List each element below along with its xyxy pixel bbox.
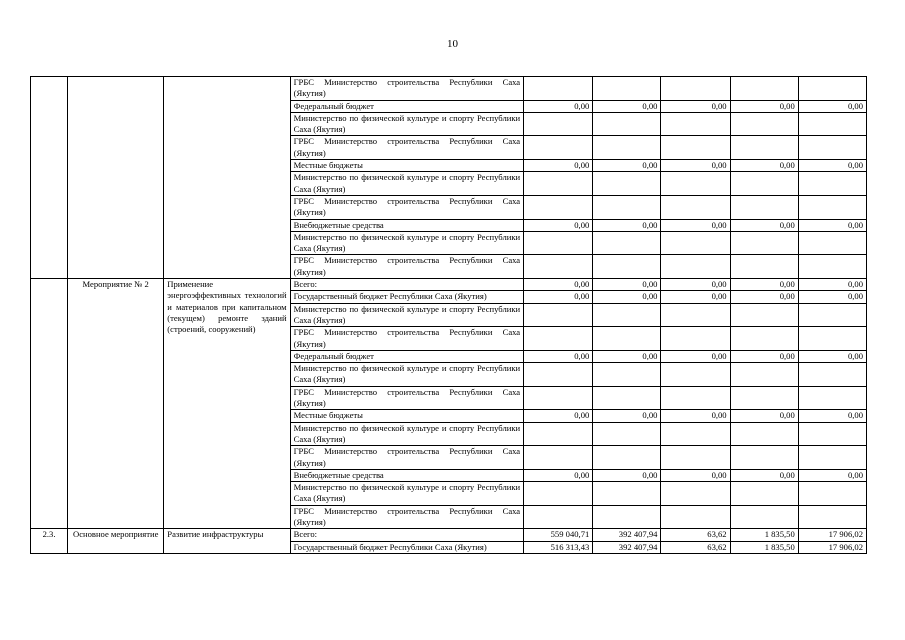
amount-cell	[661, 303, 730, 327]
funding-source: Государственный бюджет Республики Саха (Якутия)	[290, 541, 524, 553]
funding-source: Министерство по физической культуре и спорту Республики Саха (Якутия)	[290, 112, 524, 136]
amount-cell	[730, 422, 798, 446]
amount-cell	[593, 136, 661, 160]
amount-cell: 0,00	[593, 100, 661, 112]
amount-cell: 0,00	[730, 100, 798, 112]
amount-cell	[798, 112, 866, 136]
amount-cell	[524, 482, 593, 506]
table-row	[31, 529, 867, 541]
amount-cell	[661, 422, 730, 446]
funding-source: Внебюджетные средства	[290, 469, 524, 481]
amount-cell	[524, 303, 593, 327]
amount-cell: 63,62	[661, 529, 730, 541]
funding-source: ГРБС Министерство строительства Республики Саха (Якутия)	[290, 136, 524, 160]
measure-name: Мероприятие № 2	[68, 279, 164, 529]
amount-cell: 0,00	[661, 219, 730, 231]
funding-source: ГРБС Министерство строительства Республики Саха (Якутия)	[290, 255, 524, 279]
amount-cell: 0,00	[661, 100, 730, 112]
page-number: 10	[447, 38, 458, 50]
amount-cell: 0,00	[524, 291, 593, 303]
amount-cell	[661, 172, 730, 196]
amount-cell	[798, 482, 866, 506]
amount-cell	[593, 303, 661, 327]
amount-cell: 0,00	[524, 350, 593, 362]
amount-cell: 1 835,50	[730, 541, 798, 553]
budget-table	[30, 76, 867, 554]
funding-source: ГРБС Министерство строительства Республики Саха (Якутия)	[290, 327, 524, 351]
amount-cell: 0,00	[798, 410, 866, 422]
amount-cell	[593, 112, 661, 136]
funding-source: Министерство по физической культуре и спорту Республики Саха (Якутия)	[290, 303, 524, 327]
amount-cell	[798, 386, 866, 410]
funding-source: Федеральный бюджет	[290, 100, 524, 112]
amount-cell	[730, 172, 798, 196]
measure-name: Основное мероприятие	[68, 529, 164, 554]
amount-cell: 0,00	[661, 160, 730, 172]
amount-cell: 63,62	[661, 541, 730, 553]
amount-cell	[661, 112, 730, 136]
amount-cell	[593, 77, 661, 101]
amount-cell: 0,00	[593, 410, 661, 422]
amount-cell: 0,00	[798, 100, 866, 112]
funding-source: Государственный бюджет Республики Саха (Якутия)	[290, 291, 524, 303]
funding-source: ГРБС Министерство строительства Республики Саха (Якутия)	[290, 195, 524, 219]
measure-number	[31, 77, 68, 279]
funding-source: Министерство по физической культуре и спорту Республики Саха (Якутия)	[290, 172, 524, 196]
amount-cell: 0,00	[661, 291, 730, 303]
amount-cell	[730, 112, 798, 136]
amount-cell: 0,00	[798, 469, 866, 481]
amount-cell: 0,00	[661, 350, 730, 362]
amount-cell	[798, 195, 866, 219]
amount-cell	[730, 231, 798, 255]
amount-cell: 17 906,02	[798, 529, 866, 541]
table-row	[31, 77, 867, 101]
funding-source: ГРБС Министерство строительства Республики Саха (Якутия)	[290, 77, 524, 101]
amount-cell: 0,00	[593, 219, 661, 231]
amount-cell: 0,00	[798, 291, 866, 303]
measure-description	[164, 77, 290, 279]
funding-source: Федеральный бюджет	[290, 350, 524, 362]
amount-cell: 0,00	[593, 469, 661, 481]
amount-cell: 0,00	[524, 219, 593, 231]
amount-cell	[661, 136, 730, 160]
amount-cell	[730, 505, 798, 529]
measure-number: 2.3.	[31, 529, 68, 554]
amount-cell	[798, 172, 866, 196]
amount-cell: 0,00	[524, 279, 593, 291]
amount-cell	[524, 422, 593, 446]
funding-source: ГРБС Министерство строительства Республики Саха (Якутия)	[290, 386, 524, 410]
amount-cell	[524, 446, 593, 470]
amount-cell	[730, 255, 798, 279]
amount-cell: 516 313,43	[524, 541, 593, 553]
amount-cell	[593, 172, 661, 196]
amount-cell	[661, 482, 730, 506]
amount-cell: 559 040,71	[524, 529, 593, 541]
amount-cell	[593, 505, 661, 529]
amount-cell	[798, 363, 866, 387]
amount-cell	[524, 172, 593, 196]
amount-cell	[798, 255, 866, 279]
funding-source: Местные бюджеты	[290, 160, 524, 172]
amount-cell	[524, 386, 593, 410]
amount-cell	[524, 136, 593, 160]
amount-cell: 0,00	[524, 469, 593, 481]
measure-description: Применение энергоэффективных технологий и материалов при капитальном (текущем) ремонте зданий (строений, сооружений)	[164, 279, 290, 529]
amount-cell	[798, 327, 866, 351]
amount-cell: 0,00	[524, 100, 593, 112]
amount-cell: 0,00	[730, 291, 798, 303]
amount-cell	[661, 386, 730, 410]
funding-source: Министерство по физической культуре и спорту Республики Саха (Якутия)	[290, 482, 524, 506]
amount-cell	[593, 255, 661, 279]
amount-cell	[593, 363, 661, 387]
funding-source: Всего:	[290, 529, 524, 541]
amount-cell	[661, 255, 730, 279]
amount-cell: 0,00	[661, 469, 730, 481]
table-row	[31, 279, 867, 291]
amount-cell	[730, 195, 798, 219]
amount-cell: 392 407,94	[593, 541, 661, 553]
amount-cell	[593, 386, 661, 410]
amount-cell	[730, 77, 798, 101]
amount-cell: 0,00	[798, 160, 866, 172]
amount-cell	[593, 327, 661, 351]
amount-cell	[524, 231, 593, 255]
amount-cell: 0,00	[593, 291, 661, 303]
amount-cell	[593, 231, 661, 255]
amount-cell: 0,00	[730, 219, 798, 231]
amount-cell	[524, 112, 593, 136]
amount-cell	[524, 505, 593, 529]
measure-description: Развитие инфраструктуры	[164, 529, 290, 554]
amount-cell	[730, 303, 798, 327]
amount-cell	[730, 363, 798, 387]
amount-cell	[524, 255, 593, 279]
amount-cell	[661, 77, 730, 101]
amount-cell: 0,00	[524, 410, 593, 422]
amount-cell: 0,00	[593, 350, 661, 362]
funding-source: Внебюджетные средства	[290, 219, 524, 231]
amount-cell: 0,00	[730, 160, 798, 172]
funding-source: ГРБС Министерство строительства Республики Саха (Якутия)	[290, 505, 524, 529]
amount-cell	[798, 77, 866, 101]
amount-cell: 0,00	[798, 279, 866, 291]
amount-cell: 0,00	[730, 279, 798, 291]
amount-cell	[730, 327, 798, 351]
amount-cell	[798, 505, 866, 529]
amount-cell: 17 906,02	[798, 541, 866, 553]
amount-cell	[798, 231, 866, 255]
amount-cell: 0,00	[593, 160, 661, 172]
amount-cell: 0,00	[730, 410, 798, 422]
amount-cell	[798, 422, 866, 446]
amount-cell	[593, 195, 661, 219]
amount-cell	[798, 446, 866, 470]
amount-cell	[524, 363, 593, 387]
amount-cell	[661, 446, 730, 470]
amount-cell	[593, 482, 661, 506]
measure-number	[31, 279, 68, 529]
funding-source: Всего:	[290, 279, 524, 291]
measure-name	[68, 77, 164, 279]
funding-source: Министерство по физической культуре и спорту Республики Саха (Якутия)	[290, 363, 524, 387]
amount-cell: 0,00	[524, 160, 593, 172]
amount-cell: 0,00	[661, 410, 730, 422]
funding-source: Министерство по физической культуре и спорту Республики Саха (Якутия)	[290, 231, 524, 255]
amount-cell	[661, 231, 730, 255]
amount-cell	[661, 505, 730, 529]
funding-source: ГРБС Министерство строительства Республики Саха (Якутия)	[290, 446, 524, 470]
amount-cell: 392 407,94	[593, 529, 661, 541]
amount-cell: 1 835,50	[730, 529, 798, 541]
amount-cell: 0,00	[730, 350, 798, 362]
amount-cell: 0,00	[798, 350, 866, 362]
amount-cell	[593, 422, 661, 446]
amount-cell	[661, 195, 730, 219]
amount-cell	[798, 303, 866, 327]
amount-cell	[524, 195, 593, 219]
amount-cell	[661, 363, 730, 387]
amount-cell	[524, 77, 593, 101]
amount-cell	[730, 386, 798, 410]
amount-cell: 0,00	[593, 279, 661, 291]
amount-cell	[661, 327, 730, 351]
amount-cell	[730, 446, 798, 470]
amount-cell	[524, 327, 593, 351]
funding-source: Местные бюджеты	[290, 410, 524, 422]
amount-cell: 0,00	[798, 219, 866, 231]
amount-cell	[593, 446, 661, 470]
amount-cell: 0,00	[661, 279, 730, 291]
funding-source: Министерство по физической культуре и спорту Республики Саха (Якутия)	[290, 422, 524, 446]
amount-cell	[730, 136, 798, 160]
amount-cell: 0,00	[730, 469, 798, 481]
amount-cell	[798, 136, 866, 160]
amount-cell	[730, 482, 798, 506]
